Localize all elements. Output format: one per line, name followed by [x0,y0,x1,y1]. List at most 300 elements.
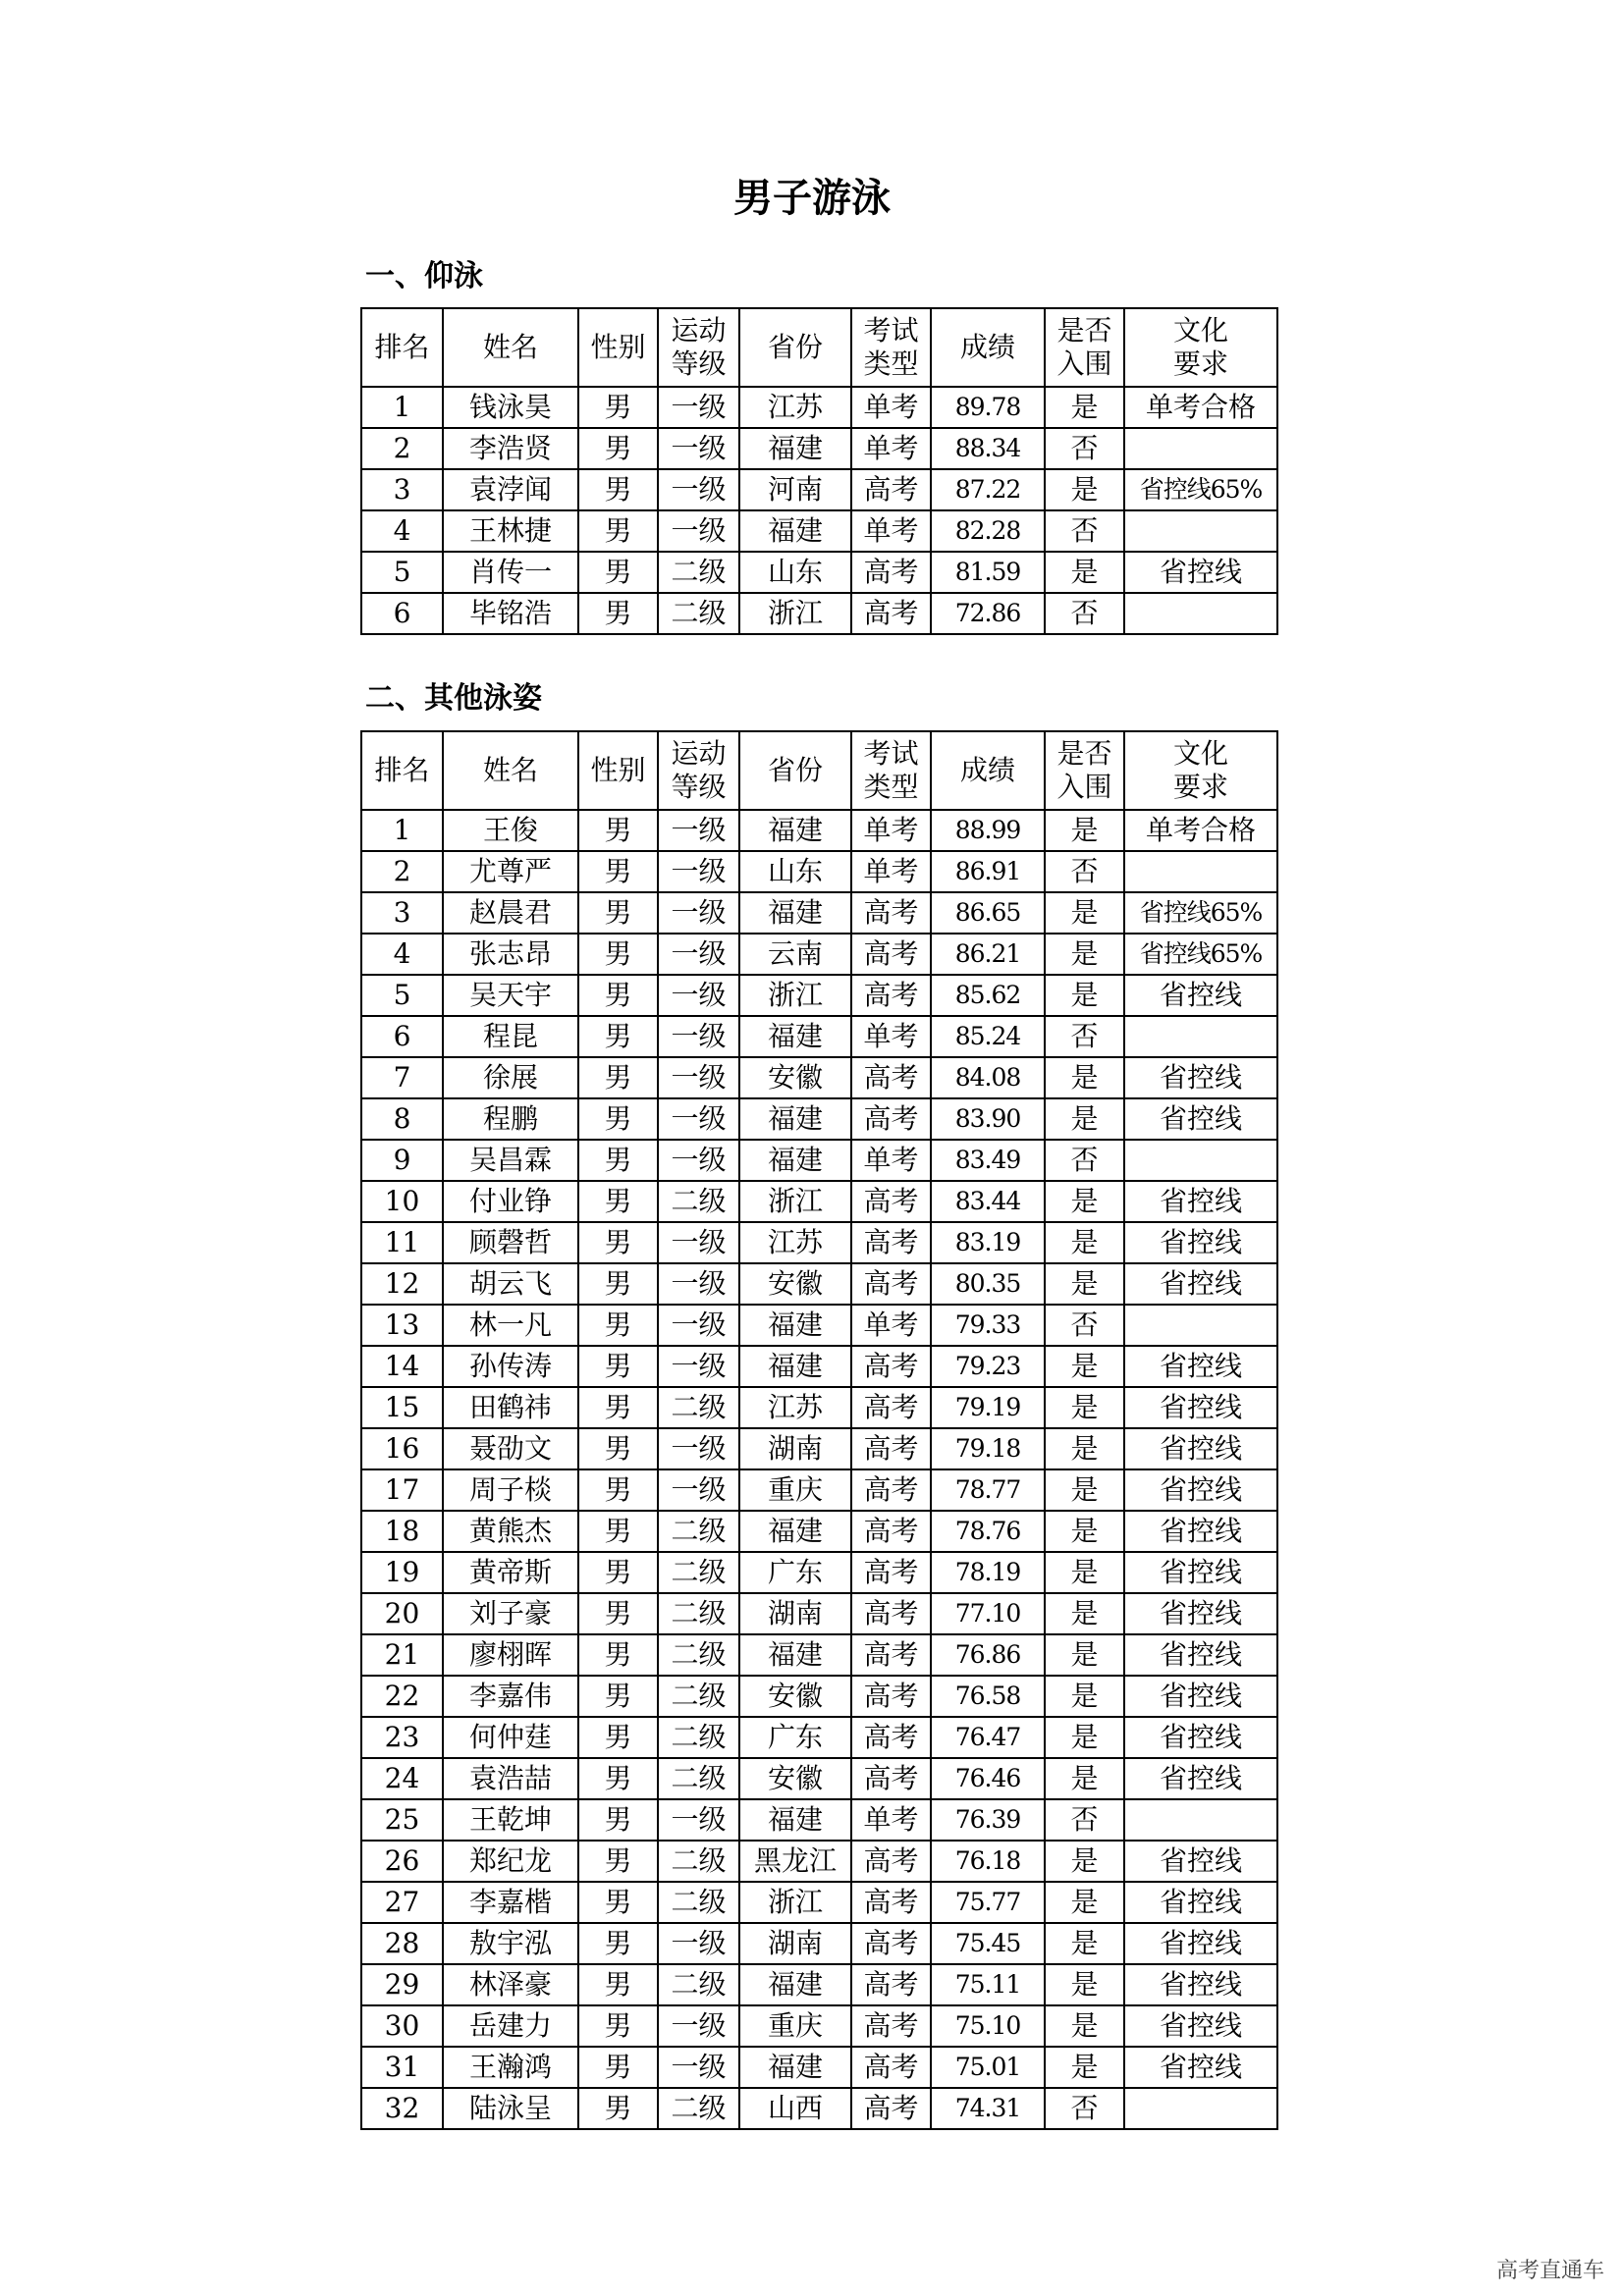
table-row [361,1140,1277,1181]
cell-score: 83.90 [931,1098,1045,1140]
cell-exam-type: 单考 [851,387,931,428]
cell-gender: 男 [578,1634,658,1676]
cell-exam-type: 高考 [851,1469,931,1511]
cell-exam-type: 单考 [851,851,931,892]
column-header-culture-requirement: 文化 要求 [1124,731,1277,810]
cell-rank: 3 [361,469,443,510]
cell-score: 75.77 [931,1882,1045,1923]
cell-shortlisted: 是 [1045,1964,1124,2005]
cell-rank: 14 [361,1346,443,1387]
table-row [361,810,1277,851]
cell-shortlisted: 是 [1045,1263,1124,1305]
table-row [361,934,1277,975]
cell-rank: 24 [361,1758,443,1799]
cell-province: 浙江 [739,593,851,634]
cell-name: 袁浩喆 [443,1758,578,1799]
cell-gender: 男 [578,2005,658,2047]
cell-score: 83.44 [931,1181,1045,1222]
table-row [361,1387,1277,1428]
cell-rank: 7 [361,1057,443,1098]
column-header-score: 成绩 [931,731,1045,810]
cell-culture-requirement: 省控线 [1124,1717,1277,1758]
cell-exam-type: 单考 [851,1140,931,1181]
table-row [361,1758,1277,1799]
cell-exam-type: 高考 [851,1593,931,1634]
cell-shortlisted: 否 [1045,1799,1124,1841]
cell-name: 田鹤祎 [443,1387,578,1428]
cell-shortlisted: 是 [1045,1346,1124,1387]
cell-province: 福建 [739,1016,851,1057]
cell-exam-type: 单考 [851,428,931,469]
cell-gender: 男 [578,975,658,1016]
cell-culture-requirement: 单考合格 [1124,810,1277,851]
table-row [361,1469,1277,1511]
cell-name: 吴昌霖 [443,1140,578,1181]
cell-sport-level: 一级 [658,934,739,975]
cell-sport-level: 一级 [658,1923,739,1964]
table-row [361,510,1277,552]
cell-gender: 男 [578,510,658,552]
cell-gender: 男 [578,1346,658,1387]
cell-shortlisted: 是 [1045,1923,1124,1964]
cell-province: 福建 [739,1346,851,1387]
cell-rank: 19 [361,1552,443,1593]
cell-culture-requirement: 省控线 [1124,1387,1277,1428]
table-row [361,1222,1277,1263]
cell-sport-level: 一级 [658,1346,739,1387]
cell-rank: 13 [361,1305,443,1346]
cell-gender: 男 [578,1511,658,1552]
cell-sport-level: 二级 [658,552,739,593]
cell-shortlisted: 是 [1045,1057,1124,1098]
table-row [361,851,1277,892]
cell-province: 山东 [739,851,851,892]
cell-province: 浙江 [739,1181,851,1222]
cell-name: 程鹏 [443,1098,578,1140]
table-row [361,1923,1277,1964]
table-row [361,1263,1277,1305]
cell-score: 85.62 [931,975,1045,1016]
cell-score: 74.31 [931,2088,1045,2129]
table-row [361,892,1277,934]
cell-sport-level: 一级 [658,975,739,1016]
cell-shortlisted: 是 [1045,387,1124,428]
cell-rank: 5 [361,552,443,593]
cell-exam-type: 高考 [851,469,931,510]
cell-score: 86.91 [931,851,1045,892]
cell-gender: 男 [578,1882,658,1923]
cell-province: 湖南 [739,1428,851,1469]
cell-culture-requirement: 省控线 [1124,1428,1277,1469]
cell-sport-level: 一级 [658,1263,739,1305]
cell-name: 胡云飞 [443,1263,578,1305]
cell-score: 79.23 [931,1346,1045,1387]
cell-exam-type: 单考 [851,1305,931,1346]
cell-rank: 6 [361,593,443,634]
cell-exam-type: 高考 [851,1511,931,1552]
column-header-gender: 性别 [578,731,658,810]
cell-score: 76.47 [931,1717,1045,1758]
cell-province: 浙江 [739,1882,851,1923]
cell-exam-type: 高考 [851,1098,931,1140]
cell-sport-level: 二级 [658,1717,739,1758]
cell-score: 86.21 [931,934,1045,975]
cell-rank: 18 [361,1511,443,1552]
section-heading-backstroke: 一、仰泳 [365,259,483,294]
cell-exam-type: 高考 [851,1923,931,1964]
table-row [361,469,1277,510]
cell-gender: 男 [578,851,658,892]
cell-sport-level: 一级 [658,469,739,510]
cell-gender: 男 [578,552,658,593]
cell-culture-requirement [1124,1799,1277,1841]
cell-score: 87.22 [931,469,1045,510]
cell-gender: 男 [578,810,658,851]
cell-exam-type: 高考 [851,2047,931,2088]
cell-shortlisted: 是 [1045,1428,1124,1469]
column-header-name: 姓名 [443,731,578,810]
cell-name: 赵晨君 [443,892,578,934]
column-header-exam-type: 考试 类型 [851,308,931,387]
cell-culture-requirement: 省控线 [1124,1923,1277,1964]
table-header-row [361,731,1277,810]
cell-sport-level: 二级 [658,1964,739,2005]
cell-province: 福建 [739,1140,851,1181]
cell-rank: 21 [361,1634,443,1676]
cell-name: 刘子豪 [443,1593,578,1634]
cell-shortlisted: 否 [1045,1016,1124,1057]
cell-province: 重庆 [739,2005,851,2047]
table-row [361,1346,1277,1387]
cell-shortlisted: 是 [1045,1181,1124,1222]
cell-culture-requirement [1124,428,1277,469]
cell-score: 83.49 [931,1140,1045,1181]
cell-culture-requirement: 省控线 [1124,1057,1277,1098]
cell-culture-requirement: 省控线 [1124,2047,1277,2088]
cell-sport-level: 一级 [658,2005,739,2047]
cell-shortlisted: 否 [1045,593,1124,634]
cell-score: 76.18 [931,1841,1045,1882]
cell-province: 黑龙江 [739,1841,851,1882]
cell-score: 76.86 [931,1634,1045,1676]
cell-score: 78.19 [931,1552,1045,1593]
cell-province: 福建 [739,892,851,934]
cell-rank: 17 [361,1469,443,1511]
table-row [361,1511,1277,1552]
cell-name: 李嘉楷 [443,1882,578,1923]
column-header-shortlisted: 是否 入围 [1045,731,1124,810]
cell-gender: 男 [578,2088,658,2129]
cell-name: 陆泳呈 [443,2088,578,2129]
cell-rank: 4 [361,934,443,975]
cell-shortlisted: 是 [1045,1387,1124,1428]
cell-exam-type: 单考 [851,810,931,851]
cell-shortlisted: 是 [1045,2005,1124,2047]
cell-shortlisted: 是 [1045,1222,1124,1263]
cell-province: 安徽 [739,1676,851,1717]
cell-shortlisted: 是 [1045,552,1124,593]
cell-exam-type: 高考 [851,1758,931,1799]
cell-rank: 15 [361,1387,443,1428]
cell-province: 福建 [739,1799,851,1841]
cell-score: 78.76 [931,1511,1045,1552]
cell-culture-requirement [1124,510,1277,552]
cell-name: 何仲莛 [443,1717,578,1758]
table-row [361,593,1277,634]
cell-sport-level: 二级 [658,1634,739,1676]
cell-rank: 27 [361,1882,443,1923]
cell-name: 袁浡闻 [443,469,578,510]
cell-rank: 16 [361,1428,443,1469]
cell-sport-level: 一级 [658,1428,739,1469]
cell-rank: 32 [361,2088,443,2129]
column-header-rank: 排名 [361,308,443,387]
watermark: 高考直通车 [1495,2259,1604,2283]
cell-exam-type: 高考 [851,2005,931,2047]
cell-gender: 男 [578,1676,658,1717]
cell-rank: 1 [361,810,443,851]
cell-province: 江苏 [739,387,851,428]
cell-name: 李嘉伟 [443,1676,578,1717]
cell-province: 江苏 [739,1222,851,1263]
cell-sport-level: 二级 [658,1387,739,1428]
cell-province: 广东 [739,1552,851,1593]
cell-sport-level: 二级 [658,1181,739,1222]
cell-name: 敖宇泓 [443,1923,578,1964]
column-header-culture-requirement: 文化 要求 [1124,308,1277,387]
cell-exam-type: 高考 [851,1676,931,1717]
cell-score: 88.99 [931,810,1045,851]
table-row [361,1717,1277,1758]
cell-name: 吴天宇 [443,975,578,1016]
table-row [361,1016,1277,1057]
cell-name: 徐展 [443,1057,578,1098]
cell-province: 福建 [739,428,851,469]
cell-name: 岳建力 [443,2005,578,2047]
cell-rank: 9 [361,1140,443,1181]
cell-gender: 男 [578,1140,658,1181]
cell-name: 黄熊杰 [443,1511,578,1552]
cell-sport-level: 一级 [658,810,739,851]
cell-culture-requirement: 省控线 [1124,1469,1277,1511]
cell-score: 85.24 [931,1016,1045,1057]
cell-province: 福建 [739,1098,851,1140]
cell-province: 湖南 [739,1593,851,1634]
cell-culture-requirement: 省控线 [1124,1511,1277,1552]
cell-rank: 28 [361,1923,443,1964]
cell-shortlisted: 是 [1045,1634,1124,1676]
column-header-gender: 性别 [578,308,658,387]
cell-exam-type: 单考 [851,510,931,552]
cell-province: 福建 [739,1964,851,2005]
cell-culture-requirement: 省控线 [1124,1758,1277,1799]
cell-exam-type: 高考 [851,593,931,634]
column-header-shortlisted: 是否 入围 [1045,308,1124,387]
table-row [361,2005,1277,2047]
cell-shortlisted: 是 [1045,1552,1124,1593]
column-header-sport-level: 运动 等级 [658,731,739,810]
cell-score: 77.10 [931,1593,1045,1634]
cell-exam-type: 高考 [851,1222,931,1263]
cell-exam-type: 高考 [851,1181,931,1222]
cell-shortlisted: 是 [1045,1593,1124,1634]
cell-province: 福建 [739,2047,851,2088]
cell-name: 尤尊严 [443,851,578,892]
cell-sport-level: 一级 [658,1016,739,1057]
cell-shortlisted: 是 [1045,469,1124,510]
cell-culture-requirement: 省控线 [1124,1346,1277,1387]
cell-sport-level: 二级 [658,1593,739,1634]
cell-culture-requirement [1124,1016,1277,1057]
cell-exam-type: 高考 [851,934,931,975]
cell-score: 76.39 [931,1799,1045,1841]
cell-sport-level: 一级 [658,428,739,469]
cell-province: 河南 [739,469,851,510]
cell-name: 毕铭浩 [443,593,578,634]
cell-shortlisted: 是 [1045,934,1124,975]
cell-sport-level: 二级 [658,1676,739,1717]
cell-culture-requirement [1124,1140,1277,1181]
column-header-rank: 排名 [361,731,443,810]
cell-score: 72.86 [931,593,1045,634]
cell-gender: 男 [578,892,658,934]
cell-shortlisted: 是 [1045,1841,1124,1882]
cell-gender: 男 [578,1964,658,2005]
cell-province: 广东 [739,1717,851,1758]
cell-culture-requirement: 省控线 [1124,1676,1277,1717]
cell-province: 福建 [739,1634,851,1676]
cell-name: 廖栩晖 [443,1634,578,1676]
cell-shortlisted: 是 [1045,2047,1124,2088]
cell-name: 周子棪 [443,1469,578,1511]
cell-gender: 男 [578,1593,658,1634]
cell-sport-level: 一级 [658,1140,739,1181]
cell-gender: 男 [578,1305,658,1346]
cell-rank: 2 [361,428,443,469]
cell-exam-type: 高考 [851,1428,931,1469]
table-row [361,1799,1277,1841]
table-row [361,387,1277,428]
cell-name: 付业铮 [443,1181,578,1222]
cell-shortlisted: 否 [1045,1140,1124,1181]
cell-name: 肖传一 [443,552,578,593]
table-row [361,1098,1277,1140]
cell-culture-requirement: 省控线65% [1124,934,1277,975]
cell-shortlisted: 否 [1045,1305,1124,1346]
cell-name: 王俊 [443,810,578,851]
cell-province: 安徽 [739,1758,851,1799]
table-row [361,1428,1277,1469]
cell-shortlisted: 是 [1045,892,1124,934]
cell-sport-level: 一级 [658,892,739,934]
cell-province: 云南 [739,934,851,975]
table-header-row [361,308,1277,387]
cell-shortlisted: 否 [1045,851,1124,892]
cell-rank: 3 [361,892,443,934]
cell-exam-type: 高考 [851,552,931,593]
cell-exam-type: 高考 [851,1841,931,1882]
cell-rank: 11 [361,1222,443,1263]
cell-score: 84.08 [931,1057,1045,1098]
cell-gender: 男 [578,1469,658,1511]
cell-exam-type: 高考 [851,1964,931,2005]
cell-shortlisted: 是 [1045,1882,1124,1923]
cell-exam-type: 高考 [851,2088,931,2129]
cell-culture-requirement: 省控线 [1124,975,1277,1016]
cell-score: 75.11 [931,1964,1045,2005]
cell-score: 76.58 [931,1676,1045,1717]
cell-province: 重庆 [739,1469,851,1511]
cell-shortlisted: 是 [1045,1469,1124,1511]
cell-score: 80.35 [931,1263,1045,1305]
cell-name: 郑纪龙 [443,1841,578,1882]
table-row [361,975,1277,1016]
column-header-province: 省份 [739,731,851,810]
cell-culture-requirement: 省控线 [1124,1882,1277,1923]
cell-rank: 8 [361,1098,443,1140]
cell-province: 山东 [739,552,851,593]
cell-province: 福建 [739,1511,851,1552]
cell-name: 王瀚鸿 [443,2047,578,2088]
cell-culture-requirement: 省控线 [1124,1222,1277,1263]
cell-rank: 30 [361,2005,443,2047]
cell-sport-level: 一级 [658,1057,739,1098]
cell-exam-type: 高考 [851,1057,931,1098]
cell-exam-type: 高考 [851,1634,931,1676]
cell-gender: 男 [578,428,658,469]
column-header-province: 省份 [739,308,851,387]
cell-exam-type: 高考 [851,1346,931,1387]
cell-sport-level: 一级 [658,510,739,552]
cell-gender: 男 [578,1222,658,1263]
cell-sport-level: 一级 [658,1305,739,1346]
cell-sport-level: 一级 [658,1098,739,1140]
cell-name: 王林捷 [443,510,578,552]
cell-name: 顾磬哲 [443,1222,578,1263]
table-row [361,1634,1277,1676]
cell-name: 王乾坤 [443,1799,578,1841]
cell-province: 福建 [739,1305,851,1346]
cell-culture-requirement: 省控线65% [1124,892,1277,934]
cell-shortlisted: 是 [1045,975,1124,1016]
cell-sport-level: 一级 [658,387,739,428]
cell-shortlisted: 否 [1045,510,1124,552]
cell-culture-requirement: 省控线 [1124,1181,1277,1222]
cell-exam-type: 单考 [851,1016,931,1057]
cell-rank: 5 [361,975,443,1016]
cell-name: 林泽豪 [443,1964,578,2005]
cell-sport-level: 二级 [658,1511,739,1552]
table-row [361,1305,1277,1346]
cell-exam-type: 高考 [851,1882,931,1923]
cell-province: 福建 [739,510,851,552]
cell-gender: 男 [578,1428,658,1469]
table-row [361,1057,1277,1098]
cell-exam-type: 单考 [851,1799,931,1841]
column-header-name: 姓名 [443,308,578,387]
cell-culture-requirement: 省控线 [1124,1263,1277,1305]
cell-rank: 12 [361,1263,443,1305]
cell-gender: 男 [578,1098,658,1140]
cell-culture-requirement: 省控线 [1124,552,1277,593]
cell-shortlisted: 否 [1045,2088,1124,2129]
cell-exam-type: 高考 [851,1717,931,1758]
cell-shortlisted: 是 [1045,1098,1124,1140]
table-row [361,1882,1277,1923]
cell-gender: 男 [578,387,658,428]
cell-culture-requirement [1124,2088,1277,2129]
cell-score: 75.10 [931,2005,1045,2047]
